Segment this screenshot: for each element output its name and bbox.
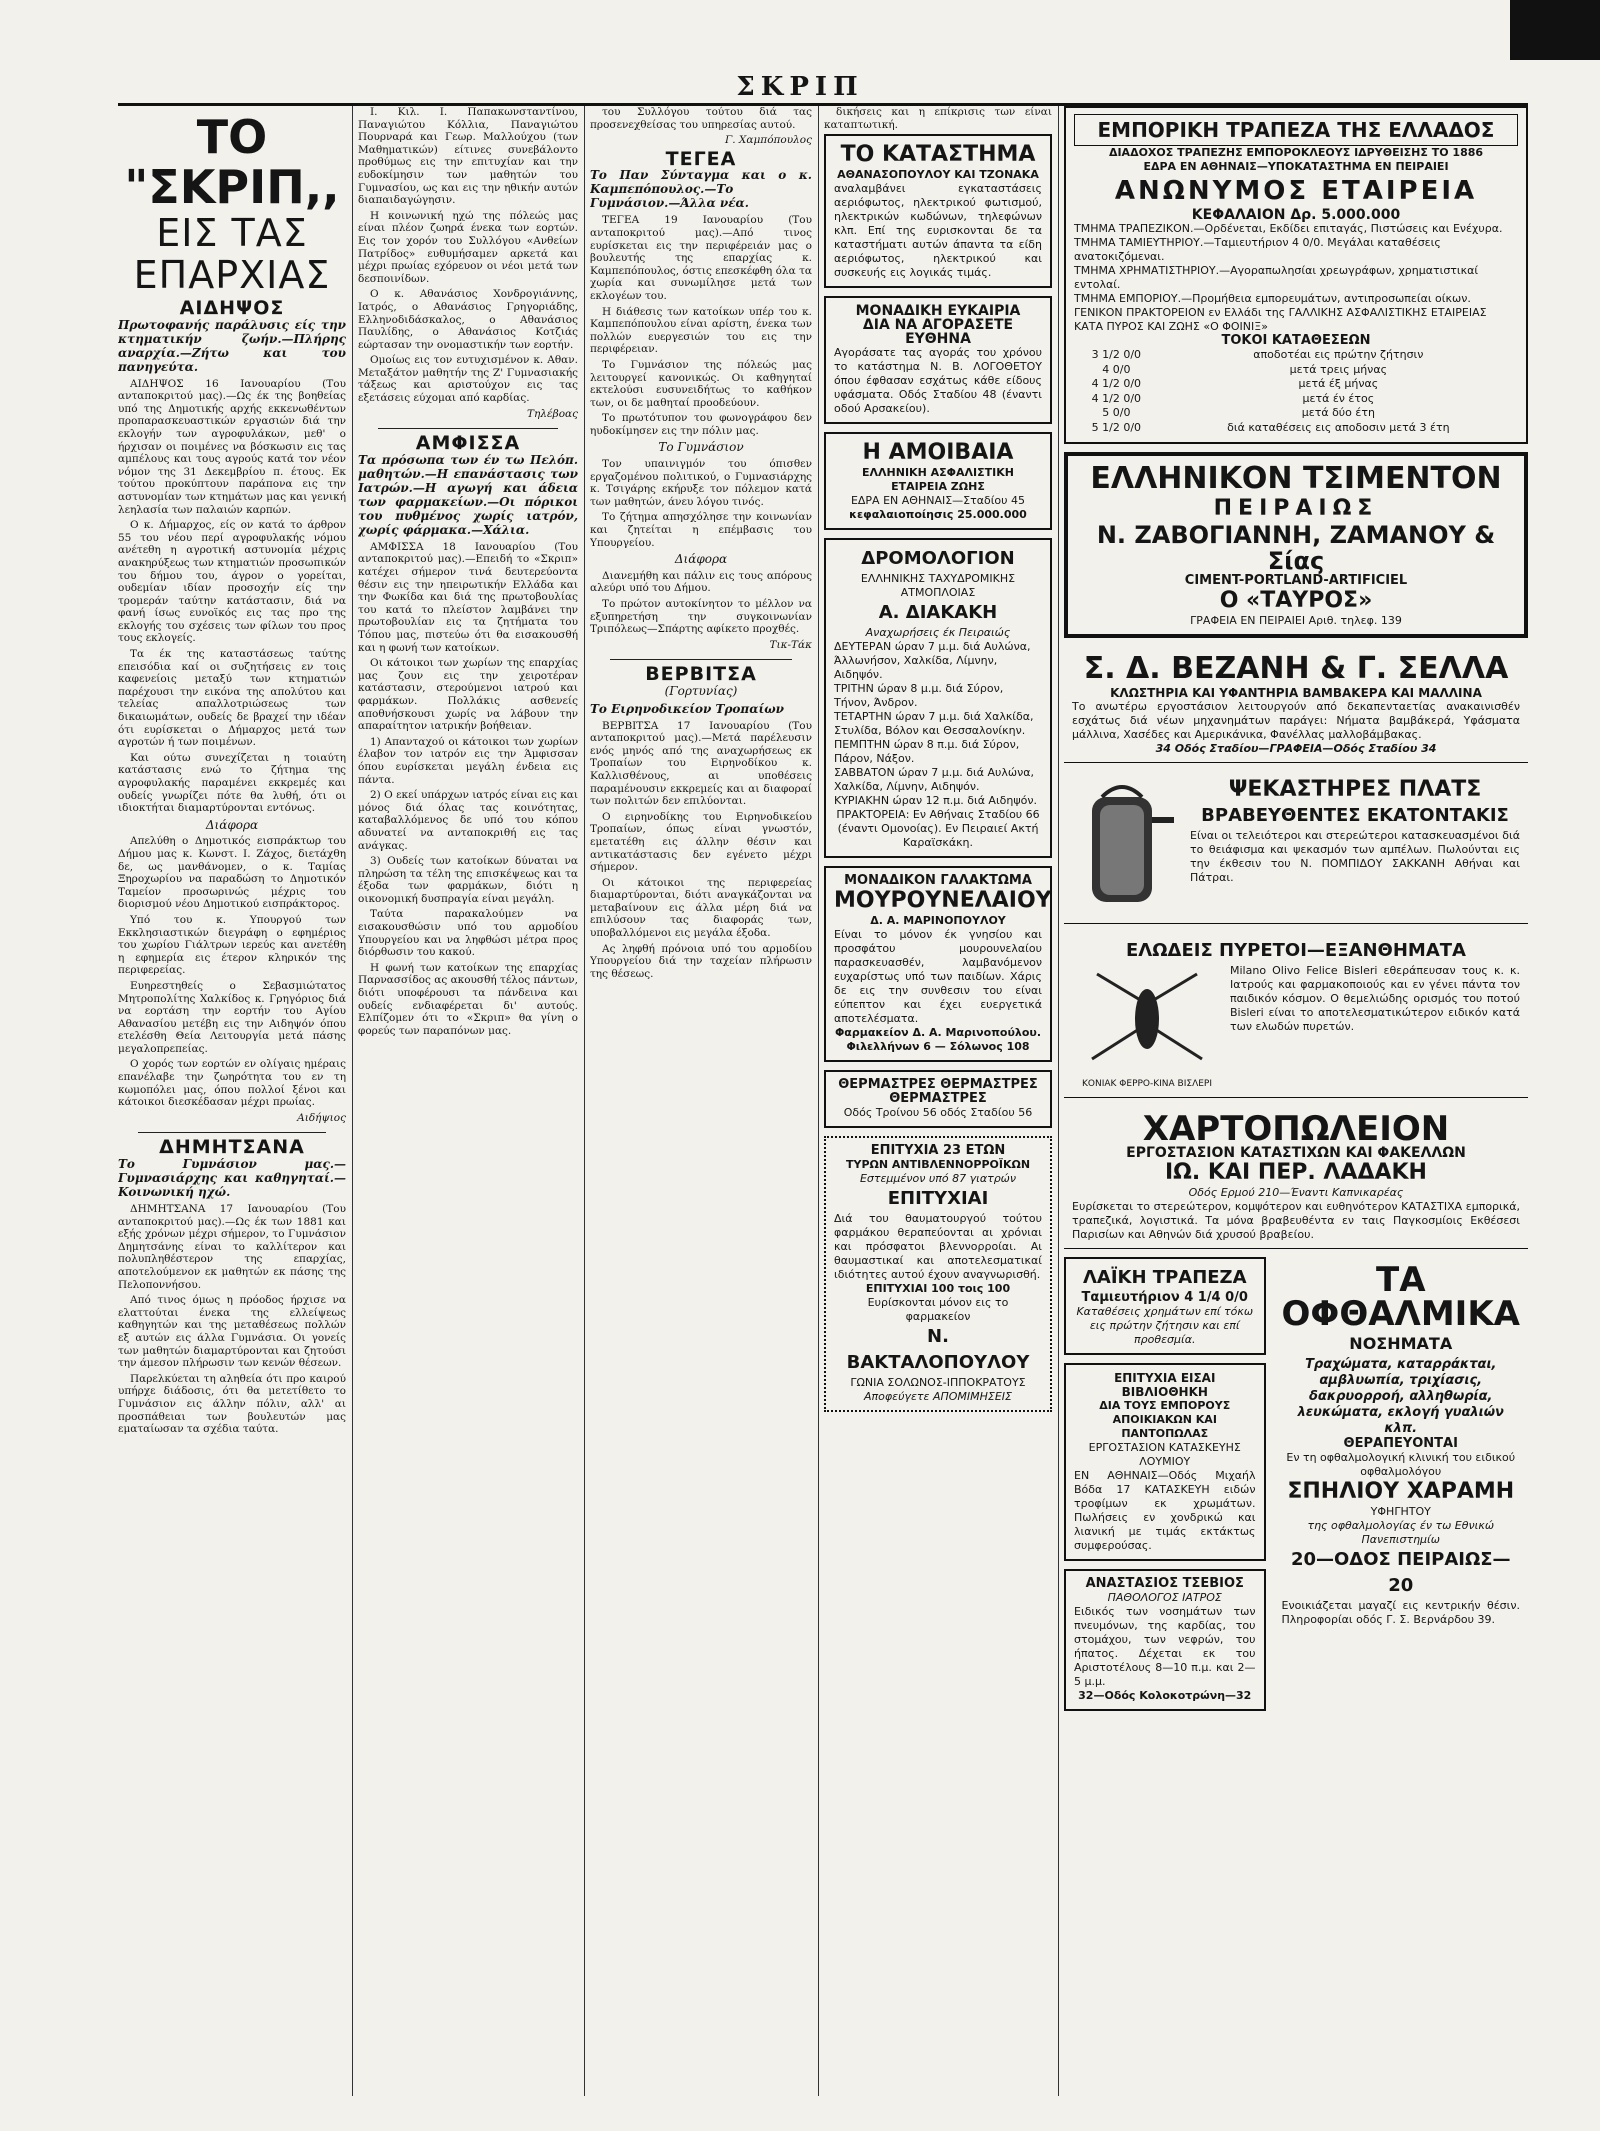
ad-body: Είναι το μόνον έκ γνησίου και προσφάτου μουρουνελαίου παρασκευασθέν, λαμβανόμενον ευχαρίστως υπό των παιδίων. Χάρις δε εις την συνθεσιν του είναι εύπεπτον και έχει ευεργετικά αποτελέσματα. [834,928,1042,1026]
rate-value: 4 0/0 [1102,362,1131,376]
subheading: Διάφορα [205,817,259,832]
schedule-row: ΔΕΥΤΕΡΑΝ ώραν 7 μ.μ. διά Αυλώνα, Άλλωνήσον, Χαλκίδα, Λίμνην, Αιδηψόν. [834,640,1031,682]
paragraph: 2) Ο εκεί υπάρχων ιατρός είναι εις και μόνος διά όλας τας κοινότητας, καταβαλλόμενος δε υπό του κόπου αδυνατεί να ανταποκριθή εις τας ανάγκας. [358,789,578,852]
ad-doctor [1064,1569,1266,1711]
paragraph: Ο χορός των εορτών εν ολίγαις ημέραις επανέλαβε την ζωηρότητα του εν τη κωμοπόλει μας, όπου πολλοί ξένοι και κάτοικοι διεσκέδασαν μέχρι πρωίας. [118,1058,346,1109]
ad-body: Είναι οι τελειότεροι και στερεώτεροι κατασκευασμένοι διά το θειάφισμα και ψεκασμόν των αμπέλων. Πωλούνται εις την έκθεσιν του Ν. ΠΟΜΠΙΔΟΥ ΣΑΚΚΑΝΗ Αθήναι και Πάτραι. [1190,828,1520,884]
ad-firm: Ν. ΖΑΒΟΓΙΑΝΝΗ, ΖΑΜΑΝΟΥ & Σίας [1096,520,1496,575]
section-title: ΤΕΓΕΑ [665,147,737,170]
ad-title: ΨΕΚΑΣΤΗΡΕΣ ΠΛΑΤΣ [1228,776,1482,802]
ad-university: της οφθαλμολογίας έν τω Εθνικώ Πανεπιστημίω [1307,1519,1495,1547]
paragraph: Ευηρεστηθείς ο Σεβασμιώτατος Μητροπολίτης Χαλκίδος κ. Γρηγόριος διά να εορτάση την εορτήν του Αγίου Αθανασίου μετέβη εις την Αιδηψόν όπου ετελέσθη Θεία Λειτουργία μετά πάσης μεγαλοπρεπείας. [118,979,346,1055]
ad-subtitle: ΚΛΩΣΤΗΡΙΑ ΚΑΙ ΥΦΑΝΤΗΡΙΑ ΒΑΜΒΑΚΕΡΑ ΚΑΙ ΜΑΛΛΙΝΑ [1110,685,1482,700]
ad-title: Σ. Δ. ΒΕΖΑΝΗ & Γ. ΣΕΛΛΑ [1083,650,1509,686]
rates-title: ΤΟΚΟΙ ΚΑΤΑΘΕΣΕΩΝ [1221,333,1371,348]
schedule-row: ΠΕΜΠΤΗΝ ώραν 8 π.μ. διά Σύρον, Πάρον, Νάξον. [834,738,1020,766]
signature: Τικ-Τάκ [769,638,812,651]
rate-value: 4 1/2 0/0 [1091,377,1142,391]
ad-title: ΕΠΙΤΥΧΙΑ ΕΙΣΑΙ ΒΙΒΛΙΟΘΗΚΗ [1114,1371,1216,1400]
column-4 [824,106,1052,2096]
bank-dept: ΤΜΗΜΑ ΤΡΑΠΕΖΙΚΟΝ.—Ορδένεται, Εκδίδει επιταγάς, Πιστώσεις και Ενέχυρα. [1074,222,1503,235]
subheading: Διάφορα [674,552,728,567]
paragraph: Ας ληφθή πρόνοια υπό του αρμοδίου Υπουργείου διά την ταχείαν πλήρωσιν της θέσεως. [590,942,812,980]
ad-logo-text: ΚΟΝΙΑΚ ΦΕΡΡΟ-ΚΙΝΑ ΒΙΣΛΕΡΙ [1082,1079,1212,1090]
section-title: ΔΗΜΗΤΣΑΝΑ [159,1136,305,1159]
ad-body: Διά του θαυματουργού τούτου φαρμάκου θεραπεύονται αι χρόνιαι και πρόσφατοι βλεννορροίαι. Αι θαυμαστικαί και αποτελεσματικαί ιδιότητες αυτού έχουν αναγνωρισθή. [834,1212,1042,1282]
ad-subtitle: ΔΙΑ ΤΟΥΣ ΕΜΠΟΡΟΥΣ ΑΠΟΙΚΙΑΚΩΝ ΚΑΙ ΠΑΝΤΟΠΩΛΑΣ [1099,1399,1231,1441]
ad-line: Οδός Τροίνου 56 οδός Σταδίου 56 [843,1106,1033,1120]
ad-doctor-title: ΥΦΗΓΗΤΟΥ [1370,1505,1431,1519]
section-subtitle: Τα πρόσωπα των έν τω Πελόπ. μαθητών.—Η επανάστασις των Ιατρών.—Η αγωγή και άδεια των φαρμακείων.—Οι πόρικοι του πυθμένος χωρίς ιατρόν, χωρίς φάρμακα.—Χάλια. [358,452,578,537]
ad-seller: Ν. ΒΑΚΤΑΛΟΠΟΥΛΟΥ [846,1326,1030,1374]
bank-dept: ΤΜΗΜΑ ΕΜΠΟΡΙΟΥ.—Προμήθεια εμπορευμάτων, αντιπροσωπείαι οίκων. [1074,292,1471,305]
paragraph: ΔΗΜΗΤΣΑΝΑ 17 Ιανουαρίου (Του ανταποκριτού μας).—Ως έκ των 1881 και εξής χρόνων μέχρι σήμερον, το Γυμνάσιον Δημητσάνης είναι το καλλίτερον και πολυπληθέστερον της επαρχίας, αποτελούμενον εκ μαθητών εκ πάσης της Πελοποννήσου. [118,1203,346,1291]
rate-value: 5 1/2 0/0 [1091,420,1142,434]
paragraph: Τον υπαινιγμόν του όπισθεν εργαζομένου πολιτικού, ο Γυμνασιάρχης κ. Τσιγάρης εκήρυξε τον πόλεμον κατά των μαθητών, άνευ λόγου τινός. [590,458,812,508]
ad-title: ΑΝΑΣΤΑΣΙΟΣ ΤΣΕΒΙΟΣ [1085,1576,1244,1592]
table-row [1074,348,1518,363]
ad-doctor-name: ΣΠΗΛΙΟΥ ΧΑΡΑΜΗ [1287,1479,1515,1505]
column-3 [590,106,812,2096]
ad-sale [824,296,1052,424]
ad-footer: Ευρίσκονται μόνον εις το φαρμακείον [867,1296,1009,1324]
signature: Αιδήψιος [297,1111,346,1124]
paragraph: Η κοινωνική ηχώ της πόλεώς μας είναι πλέον ζωηρά ένεκα των εορτών. Εις τον χορόν του Συλλόγου «Ανθείων Πατρίδος» ευθυμήσαμεν αρκετά και μέχρι πρωίας εχόρευον οι νέοι μετά των δεσποινίδων. [358,209,578,285]
ad-shipping [824,538,1052,858]
paragraph: Απελύθη ο Δημοτικός εισπράκτωρ του Δήμου μας κ. Κωνστ. Ι. Ζάχος, διετάχθη δε, ως μανθάνομεν, ο κ. Ταμίας Ξηροχωρίου να παραδώση το Δημοτικόν Ταμείον προσωρινώς μέχρις του διορισμού νέου Δημοτικού εισπράκτορος. [118,835,346,911]
bank-dept: ΤΜΗΜΑ ΧΡΗΜΑΤΙΣΤΗΡΙΟΥ.—Αγοραπωλησίαι χρεωγράφων, χρηματιστικαί εντολαί. [1074,264,1479,291]
column-divider [1058,106,1059,2096]
ad-subtitle: ΠΑΘΟΛΟΓΟΣ ΙΑΤΡΟΣ [1107,1591,1222,1605]
ad-line: ΕΔΡΑ ΕΝ ΑΘΗΝΑΙΣ—Σταδίου 45 [850,494,1026,508]
ad-address: ΓΩΝΙΑ ΣΟΛΩΝΟΣ-ΙΠΠΟΚΡΑΤΟΥΣ [850,1376,1026,1390]
paragraph: ΑΜΦΙΣΣΑ 18 Ιανουαρίου (Του ανταποκριτού μας).—Επειδή το «Σκριπ» κατέχει σήμερον τινά δευτερεύοντα θέσιν εις την ηπειρωτικήν Ελλάδα και την Φωκίδα και διά της πρωτοβουλίας του κατά το πλείστον λαμβάνει την πρωτοβουλίαν εις τα ζητήματα του Τόπου μας, πιστεύω ότι θα εισακουσθή και η φωνή των κατοίκων. [358,540,578,654]
paragraph: Το Γυμνάσιον της πόλεώς μας λειτουργεί κανονικώς. Οι καθηγηταί εκτελούσι ευσυνειδήτως το καθήκον των, οι δε μαθηταί προοδεύουν. [590,358,812,409]
ad-address: 34 Οδός Σταδίου—ΓΡΑΦΕΙΑ—Οδός Σταδίου 34 [1155,741,1437,755]
table-row [1074,421,1518,436]
ad-title: ΕΜΠΟΡΙΚΗ ΤΡΑΠΕΖΑ ΤΗΣ ΕΛΛΑΔΟΣ [1074,114,1518,146]
ad-cod-liver-oil [824,866,1052,1062]
ad-title: ΤΟ ΚΑΤΑΣΤΗΜΑ [840,142,1036,168]
paragraph: 3) Ουδείς των κατοίκων δύναται να πληρώση τα τέλη της επισκέψεως και τα έξοδα των φαρμάκων, διότι η οικονομική δυσπραγία είναι μεγάλη. [358,855,578,905]
paragraph: Ι. Κιλ. Ι. Παπακωνσταντίνου, Παναγιώτου Κόλλια, Παναγιώτου Πουρναρά και Γεωρ. Μαλλούχου (των Μαθηματικών) είτινες συνεβάλοντο προθύμως εις την επιτυχίαν και την ευδοκίμησιν των μαθητών του Γυμνασίου, ως και εις την ηθικήν αυτών διαπαιδαγώγησιν. [358,106,578,207]
rates-table [1074,348,1518,436]
section-title: ΑΙΔΗΨΟΣ [179,297,285,319]
ad-owner: Δ. Α. ΜΑΡΙΝΟΠΟΥΛΟΥ [870,914,1006,928]
paragraph: Οι κάτοικοι της περιφερείας διαμαρτύρονται, διότι αναγκάζονται να μεταβαίνουν εις άλλα μέρη διά να επιλύσουν τας διαφοράς των, υποβαλλόμενοι εις μεγάλα έξοδα. [590,876,812,940]
paragraph: Ομοίως εις τον ευτυχισμένον κ. Αθαν. Μεταξάτον μαθητήν της Ζ' Γυμνασιακής τάξεως και αριστούχον εις τας εξετάσεις εύχομαι από καρδίας. [358,354,578,405]
ad-bank [1064,106,1528,444]
rate-term: μετά έξ μήνας [1298,377,1379,391]
paragraph: Η φωνή των κατοίκων της επαρχίας Παρνασσίδος ας ακουσθή τέλος πάντων, διότι υποφέρουσι τα πάνδεινα και ουδείς ενδιαφέρεται δι' αυτούς. Ελπίζομεν ότι το «Σκριπ» θα γίνη ο φορεύς των παραπόνων μας. [358,961,578,1037]
divider [138,1132,326,1133]
paragraph: Τα έκ της καταστάσεως ταύτης επεισόδια καί οι συζητήσεις εν τοις καφενείοις μεταξύ των κτηματιών παρέχουσι την εικόνα της απολύτου και τελείας απαλλοτριώσεως των δικαιωμάτων, ουδείς δε βραχεί την ιδέαν ότι ευρίσκεται ο Δήμαρχος μετά των αγροτών ή των ποιμένων. [118,648,346,749]
paragraph: ΤΕΓΕΑ 19 Ιανουαρίου (Του ανταποκριτού μας).—Από τινος ευρίσκεται εις την περιφέρειάν μας ο βουλευτής της επαρχίας κ. Καμπεπόπουλος, όστις επεσκέφθη όλα τα χωρία και συνωμίλησε μετά των εκλογέων του. [590,214,812,302]
ad-title: ΜΟΝΑΔΙΚΗ ΕΥΚΑΙΡΙΑ [855,303,1021,320]
ad-rate: Ταμιευτήριον 4 1/4 0/0 [1081,1290,1248,1306]
ad-title: ΕΠΙΤΥΧΙΑ 23 ΕΤΩΝ [870,1143,1006,1159]
ad-note: Αναχωρήσεις έκ Πειραιώς [865,626,1011,640]
ad-body: Ειδικός των νοσημάτων των πνευμόνων, της καρδίας, του στομάχου, των νεφρών, του ήπατος. Δέχεται εκ του Αριστοτέλους 8—10 π.μ. και 2—5 μ.μ. [1074,1605,1256,1689]
ad-grocers [1064,1363,1266,1561]
ad-pills [824,1136,1052,1412]
column-divider [584,106,585,2096]
ad-sprayers [1064,771,1528,924]
ad-warning: Αποφεύγετε ΑΠΟΜΙΜΗΣΕΙΣ [863,1390,1012,1404]
ad-body: αναλαμβάνει εγκαταστάσεις αεριόφωτος, ηλεκτρικού φωτισμού, ηλεκτρικών κωδώνων, τηλεφώνων κλπ. Επί της ευρισκονται δε τα καταστήματι αυτών άπαντα τα είδη αεριόφωτος, ηλεκτρικού και συσκευής εις λογικάς τιμάς. [834,182,1042,280]
paragraph: Η διάθεσις των κατοίκων υπέρ του κ. Καμπεπόπουλου είναι αρίστη, ένεκα των πολλών ευεργεσιών του εις την περιφέρειαν. [590,305,812,356]
column-divider [818,106,819,2096]
paragraph: Το πρώτον αυτοκίνητον το μέλλον να εξυπηρετήση την συγκοινωνίαν Τριπόλεως—Σπάρτης αφίκετο προχθές. [590,598,812,636]
divider [610,659,792,660]
rate-term: μετά δύο έτη [1301,406,1375,420]
rate-term: μετά έν έτος [1302,391,1375,405]
signature: Γ. Χαμπόπουλος [724,134,812,147]
section-subtitle: Το Ειρηνοδικείον Τροπαίων [590,701,785,716]
column-2 [358,106,578,2096]
ad-line: κεφαλαιοποίησις 25.000.000 [849,508,1027,522]
column-1 [118,106,346,2096]
ad-address: ΓΡΑΦΕΙΑ ΕΝ ΠΕΙΡΑΙΕΙ Αριθ. τηλεφ. 139 [1190,613,1402,627]
paragraph: Οι κάτοικοι των χωρίων της επαρχίας μας ζουν εις την χειροτέραν κατάστασιν, στερούμενοι ιατρού και φαρμάκων. Πολλάκις ασθενείς αποθνήσκουσι χωρίς να λάβουν την απαραίτητον ιατρικήν βοήθειαν. [358,657,578,733]
ad-title: ΧΑΡΤΟΠΩΛΕΙΟΝ [1142,1109,1450,1150]
ad-price: ΕΠΙΤΥΧΙΑΙ 100 τοις 100 [865,1282,1011,1296]
ad-subtitle: ΕΛΛΗΝΙΚΗΣ ΤΑΧΥΔΡΟΜΙΚΗΣ ΑΤΜΟΠΛΟΙΑΣ [860,572,1016,600]
ad-award: ΒΡΑΒΕΥΘΕΝΤΕΣ ΕΚΑΤΟΝΤΑΚΙΣ [1201,804,1509,826]
ad-subtitle: ΘΕΡΜΑΣΤΡΕΣ [889,1091,987,1107]
ad-title: ΕΛΩΔΕΙΣ ΠΥΡΕΤΟΙ—ΕΞΑΝΘΗΜΑΤΑ [1126,939,1466,961]
ad-name: ΜΟΥΡΟΥΝΕΛΑΙΟΥ [834,888,1052,914]
paragraph: Διανεμήθη και πάλιν εις τους απόρους αλεύρι υπό του Δήμου. [590,569,812,595]
ad-brand: Ο «ΤΑΥΡΟΣ» [1219,587,1373,613]
subheading: Το Γυμνάσιον [658,440,744,455]
schedule-row: ΣΑΒΒΑΤΟΝ ώραν 7 μ.μ. διά Αυλώνα, Χαλκίδα, Λίμνην, Αιδηψόν. [834,766,1034,794]
section-subtitle: Το Γυμνάσιον μας.—Γυμνασιάρχης και καθηγηταί.—Κοινωνική ηχώ. [118,1157,346,1200]
column-divider [352,106,353,2096]
rate-term: αποδοτέαι εις πρώτην ζήτησιν [1253,348,1424,361]
ad-address: 32—Οδός Κολοκοτρώνη—32 [1078,1689,1252,1703]
ad-fevers [1064,932,1528,1099]
table-row [1074,377,1518,392]
table-row [1074,406,1518,421]
ad-footer: ΠΡΑΚΤΟΡΕΙΑ: Εν Αθήναις Σταδίου 66 (έναντι Ομονοίας). Εν Πειραιεί Ακτή Καραϊσκάκη. [836,808,1040,850]
ad-body: Ευρίσκεται το στερεώτερον, κομψότερον και ευθηνότερον ΚΑΤΑΣΤΙΧΑ εμπορικά, τραπεζικά, λογιστικά. Τα μόνα βραβευθέντα εν ταις Παγκοσμίοις Εκθέσεσι Παρισίων και Αθηνών διά χρυσού βραβείου. [1072,1200,1520,1242]
signature: Τηλέβοας [527,407,578,420]
rate-term: μετά τρεις μήνας [1289,362,1388,376]
ad-title: ΤΑ ΟΦΘΑΛΜΙΚΑ [1281,1260,1520,1335]
section-note: (Γορτυνίας) [664,683,738,698]
ad-cement [1064,452,1528,638]
ad-firm: ΕΡΓΟΣΤΑΣΙΟΝ ΚΑΤΑΣΚΕΥΗΣ ΛΟΥΜΙΟΥ [1088,1441,1241,1469]
divider [378,428,558,429]
ad-textiles [1064,646,1528,763]
ad-body: Τραχώματα, καταρράκται, αμβλυωπία, τριχίασις, δακρυορροή, αλληθωρία, λευκώματα, εκλογή γυαλιών κλπ. [1297,1357,1504,1437]
paragraph: Υπό του κ. Υπουργού των Εκκλησιαστικών διεγράφη ο εφημέριος του χωρίου Γιάλτρων ιερεύς και ανετέθη η εφημερία εις έτερον κληρικόν της περιφερείας. [118,913,346,977]
paragraph: Το ζήτημα απησχόλησε την κοινωνίαν και ζητείται η επέμβασις του Υπουργείου. [590,511,812,549]
schedule-row: ΤΕΤΑΡΤΗΝ ώραν 7 μ.μ. διά Χαλκίδα, Στυλίδα, Βόλον και Θεσσαλονίκην. [834,710,1034,738]
paragraph: Από τινος όμως η πρόοδος ήρχισε να ελαττούται ένεκα της ελλείψεως καθηγητών και της μεταθέσεως πολλών εξ αυτών εις άλλα Γυμνάσια. Οι γονείς των μαθητών διαμαρτύρονται και ζητούσι την άμεσον πλήρωσιν των κενών θέσεων. [118,1294,346,1370]
ad-name: ΑΘΑΝΑΣΟΠΟΥΛΟΥ ΚΑΙ ΤΖΟΝΑΚΑ [837,168,1039,182]
ad-title: Η ΑΜΟΙΒΑΙΑ [862,440,1014,466]
ad-address: 20—ΟΔΟΣ ΠΕΙΡΑΙΩΣ—20 [1290,1549,1511,1597]
insect-illustration [1077,964,1217,1074]
table-row [1074,392,1518,407]
bank-dept: ΤΜΗΜΑ ΤΑΜΙΕΥΤΗΡΙΟΥ.—Ταμιευτήριον 4 0/0. Μεγάλαι καταθέσεις ανατοκιζόμεναι. [1074,236,1441,263]
ad-footer: Ενοικιάζεται μαγαζί εις κεντρικήν θέσιν. Πληροφορίαι οδός Γ. Σ. Βερνάρδου 39. [1281,1599,1520,1627]
ad-subtitle: ΕΛΛΗΝΙΚΗ ΑΣΦΑΛΙΣΤΙΚΗ ΕΤΑΙΡΕΙΑ ΖΩΗΣ [862,466,1014,494]
ad-line: Εστεμμένον υπό 87 γιατρών [859,1172,1017,1186]
rate-value: 3 1/2 0/0 [1091,348,1142,361]
ad-capital: ΚΕΦΑΛΑΙΟΝ Δρ. 5.000.000 [1191,207,1401,223]
schedule-row: ΚΥΡΙΑΚΗΝ ώραν 12 π.μ. διά Αιδηψόν. [834,794,1038,808]
ad-line: CIMENT-PORTLAND-ARTIFICIEL [1184,572,1408,588]
rate-term: διά καταθέσεις εις αποδοσιν μετά 3 έτη [1227,420,1450,434]
ad-bold: ΕΠΙΤΥΧΙΑΙ [887,1188,989,1210]
ad-store [824,134,1052,288]
ad-body: Το ανωτέρω εργοστάσιον λειτουργούν από δεκαπενταετίας ανακαινισθέν εσχάτως διά νέων μηχανημάτων παράγει: Νήματα βαμβάκερά, Υφάσματα μάλλινα, Χασέδες και Αμερικάνικα, Φανέλλας μαλλοβάμβακας. [1072,699,1520,741]
ad-cure: ΘΕΡΑΠΕΥΟΝΤΑΙ [1343,1436,1458,1452]
ad-name: ΤΥΡΩΝ ΑΝΤΙΒΛΕΝΝΟΡΡΟΪΚΩΝ [845,1158,1031,1172]
ad-title: ΛΑΪΚΗ ΤΡΑΠΕΖΑ [1082,1267,1247,1289]
ad-line: Εν τη οφθαλμολογική κλινική του ειδικού οφθαλμολόγου [1286,1451,1516,1479]
ad-title: ΔΙΑ ΝΑ ΑΓΟΡΑΣΕΤΕ ΕΥΘΗΝΑ [862,317,1014,348]
ad-title: ΘΕΡΜΑΣΤΡΕΣ ΘΕΡΜΑΣΤΡΕΣ [838,1077,1038,1093]
ad-body: Milano Olivo Felice Bisleri εθεράπευσαν τους κ. κ. Ιατρούς και φαρμακοποιούς και εν γένει πάντα τον παιδικόν κόσμον. Ο θεμελιώδης ορισμός του ποτού Bisleri είναι το αποτελεσματικώτερον ειδικόν κατά των ελωδών πυρετών. [1230,963,1520,1033]
scan-edge [1510,0,1600,60]
sprayer-illustration [1072,777,1182,917]
ad-footer: Φαρμακείον Δ. Α. Μαρινοπούλου. Φιλελλήνων 6 — Σόλωνος 108 [834,1026,1042,1054]
paragraph: Και ούτω συνεχίζεται η τοιαύτη κατάστασις ενώ το ζήτημα της αγροφυλακής παραμένει εκκρεμές και ουδείς γνωρίζει πότε θα λυθή, ότι οι ιδιοκτήται διαμαρτύρονται εντόνως. [118,751,346,815]
column-5 [1064,106,1528,2096]
headline-sub: ΕΙΣ ΤΑΣ ΕΠΑΡΧΙΑΣ [133,211,331,297]
ad-insurance [824,432,1052,530]
ad-subtitle: ΔΙΑΔΟΧΟΣ ΤΡΑΠΕΖΗΣ ΕΜΠΟΡΟΚΛΕΟΥΣ ΙΔΡΥΘΕΙΣΗΣ ΤΟ 1886 [1108,146,1484,159]
ad-name: ΙΩ. ΚΑΙ ΠΕΡ. ΛΑΔΑΚΗ [1165,1160,1427,1186]
masthead: ΣΚΡΙΠ [736,72,864,102]
section-title: ΑΜΦΙΣΣΑ [415,432,521,455]
paragraph: Παρελκύεται τη αληθεία ότι προ καιρού υπήρχε διάδοσις, ότι θα μετετίθετο το Γυμνάσιον εις άλλην πόλιν, αλλ' αι προσπάθειαι των βουλευτών μας εματαίωσαν τα σχέδια ταύτα. [118,1372,346,1436]
ad-popular-bank [1064,1257,1266,1355]
ad-stationery [1064,1106,1528,1249]
ad-title: ΔΡΟΜΟΛΟΓΙΟΝ [861,548,1015,570]
ad-address: Οδός Ερμού 210—Έναντι Καπνικαρέας [1188,1186,1404,1200]
paragraph: 1) Απανταχού οι κάτοικοι των χωρίων έλαβον τον ιατρόν εις την Άμφισσαν όπου ευρίσκεται μεγάλη ένδεια εις πάντα. [358,735,578,786]
paragraph: Το πρωτότυπον του φωνογράφου δεν ηυδοκίμησεν εις την πόλιν μας. [590,412,812,437]
paragraph: δικήσεις και η επίκρισις των είναι καταπτωτική. [824,106,1052,131]
paragraph: Ο ειρηνοδίκης του Ειρηνοδικείου Τροπαίων, όπως είναι γνωστόν, εμετατέθη εις άλλην θέσιν και αντικατάστασις δεν εγένετο μέχρι σήμερον. [590,810,812,874]
table-row [1074,363,1518,378]
rate-value: 5 0/0 [1102,406,1131,420]
ad-title: ΜΟΝΑΔΙΚΟΝ ΓΑΛΑΚΤΩΜΑ [844,873,1032,889]
bank-dept: ΓΕΝΙΚΟΝ ΠΡΑΚΤΟΡΕΙΟΝ εν Ελλάδι της ΓΑΛΛΙΚΗΣ ΑΣΦΑΛΙΣΤΙΚΗΣ ΕΤΑΙΡΕΙΑΣ ΚΑΤΑ ΠΥΡΟΣ ΚΑΙ ΖΩΗΣ «Ο ΦΟΙΝΙΞ» [1074,306,1487,333]
paragraph: ΒΕΡΒΙΤΣΑ 17 Ιανουαρίου (Του ανταποκριτού μας).—Μετά παρέλευσιν ενός μηνός από της αναχωρήσεως εκ Τροπαίων του Ειρηνοδίκου κ. Καλλισθένους, αι υποθέσεις παραμένουσιν εκκρεμείς και αι διαφοραί των πολιτών δεν επιλύονται. [590,719,812,808]
headline: ΤΟ "ΣΚΡΙΠ,, [124,110,340,214]
paragraph: Ο κ. Αθανάσιος Χονδρογιάννης, Ιατρός, ο Αθανάσιος Γρηγοριάδης, Ελληνοδιδάσκαλος, ο Αθανάσιος Παυλίδης, ο Αθανάσιος Κοτζιάς εώρτασαν την ονομαστικήν των εορτήν. [358,288,578,351]
section-title: ΒΕΡΒΙΤΣΑ [645,663,757,686]
ad-body: Καταθέσεις χρημάτων επί τόκω εις πρώτην ζήτησιν και επί προθεσμία. [1076,1305,1254,1347]
section-subtitle: Πρωτοφανής παράλυσις είς την κτηματικήν ζωήν.—Πλήρης αναρχία.—Ζήτω και του πανηγεύτα. [118,317,346,374]
ad-company-type: ΑΝΩΝΥΜΟΣ ΕΤΑΙΡΕΙΑ [1114,176,1478,206]
ad-place: ΠΕΙΡΑΙΩΣ [1213,495,1379,521]
paragraph: Ο κ. Δήμαρχος, είς ον κατά το άρθρον 55 του νέου περί αγροφυλακής νόμου ανέτεθη η αγροτική αστυνομία μέχρις ανακηρύξεως των κτηματιών προσωπικών του δήμου του, άγρον ο γορείται, ουδεμίαν ιδίαν προσοχήν είς την τρομεράν ταύτην κατάστασιν, διά να φανή ίσως ευνοϊκός εις τας προ της εκλογής του σχέσεις των φίλων του προς τους εκλογείς. [118,519,346,645]
section-subtitle: Το Παν Σύνταγμα και ο κ. Καμπεπόπουλος.—Το Γυμνάσιον.—Άλλα νέα. [590,168,812,211]
paragraph: ΑΙΔΗΨΟΣ 16 Ιανουαρίου (Του ανταποκριτού μας).—Ως έκ της βοηθείας υπό της Δημοτικής αρχής εκκενωθέντων προπαρασκευαστικών εργασιών διά την εκλογήν των αγροφυλάκων, μεθ' ο ήρχισαν οι ποιμένες να βόσκωσιν εις τας αμπέλους και τους αγρούς κατά τον νέον νόμον της 31 Δεκεμβρίου π. έτους. Εκ τούτου προκύπτουν παράπονα εις την αστυνομίαν των κτημάτων μας και γενική λεηλασία των παλαιών καρπών. [118,377,346,516]
ad-body: Αγοράσατε τας αγοράς του χρόνου το κατάστημα Ν. Β. ΛΟΓΟΘΕΤΟΥ όπου έφθασαν εσχάτως κάθε είδους υφάσματα. Οδός Σταδίου 48 (έναντι οδού Αρσακείου). [834,346,1042,416]
ad-subtitle: ΝΟΣΗΜΑΤΑ [1349,1334,1453,1354]
schedule-row: ΤΡΙΤΗΝ ώραν 8 μ.μ. διά Σύρον, Τήνον, Άνδρον. [834,682,1004,710]
paragraph: Ταύτα παρακαλούμεν να εισακουσθώσιν υπό του αρμοδίου Υπουργείου και να ληφθώσι μέτρα προς διόρθωσιν του κακού. [358,908,578,959]
ad-ophthalmology [1274,1257,1528,1633]
ad-body: ΕΝ ΑΘΗΝΑΙΣ—Οδός Μιχαήλ Βόδα 17 ΚΑΤΑΣΚΕΥΗ ειδών τροφίμων εκ χρωμάτων. Πωλήσεις εν χονδρικώ και λιανική με τιμάς εκτάκτως συμφερούσας. [1074,1469,1256,1553]
ad-line: ΕΔΡΑ ΕΝ ΑΘΗΝΑΙΣ—ΥΠΟΚΑΤΑΣΤΗΜΑ ΕΝ ΠΕΙΡΑΙΕΙ [1143,160,1449,173]
ad-stoves [824,1070,1052,1128]
ad-subtitle: ΕΡΓΟΣΤΑΣΙΟΝ ΚΑΤΑΣΤΙΧΩΝ ΚΑΙ ΦΑΚΕΛΛΩΝ [1126,1145,1466,1162]
ad-name: Α. ΔΙΑΚΑΚΗ [878,602,998,624]
rate-value: 4 1/2 0/0 [1091,391,1142,405]
paragraph: του Συλλόγου τούτου διά τας προσενεχθείσας του υπηρεσίας αυτού. [590,106,812,131]
ad-title: ΕΛΛΗΝΙΚΟΝ ΤΣΙΜΕΝΤΟΝ [1090,460,1502,496]
